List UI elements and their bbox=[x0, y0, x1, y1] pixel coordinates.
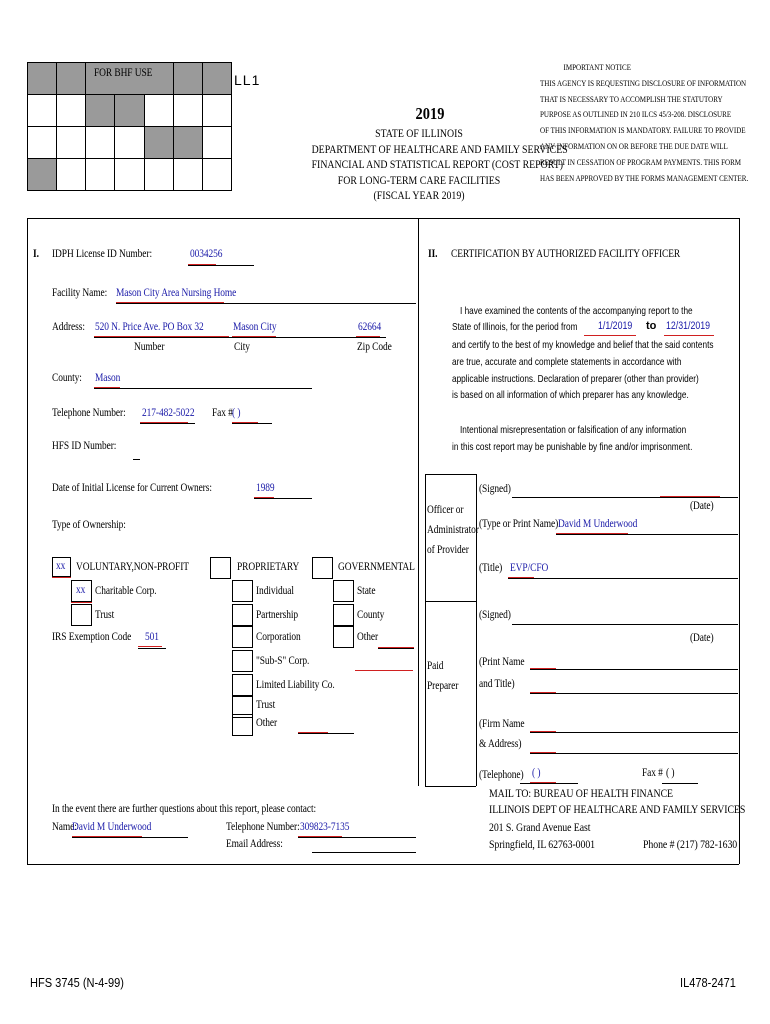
tel-value: ( ) bbox=[532, 767, 541, 779]
phone-value: 217-482-5022 bbox=[142, 407, 195, 419]
officer-box-left bbox=[425, 474, 426, 786]
partnership-checkbox[interactable] bbox=[232, 604, 253, 626]
mail-line-1: MAIL TO: BUREAU OF HEALTH FINANCE bbox=[489, 786, 674, 800]
important-notice bbox=[540, 60, 749, 186]
prop-item-sub-s: "Sub-S" Corp. bbox=[256, 655, 310, 667]
print-name-line-2 bbox=[530, 693, 738, 694]
cert-line-2: State of Illinois, for the period from bbox=[452, 322, 578, 333]
llc-checkbox[interactable] bbox=[232, 674, 253, 696]
facility-line bbox=[116, 303, 416, 304]
cert-line-3: and certify to the best of my knowledge and belief that the said contents bbox=[452, 340, 714, 351]
officer-line: Administrator bbox=[427, 524, 479, 536]
notice-line: ANY INFORMATION ON OR BEFORE THE DUE DATE WILL bbox=[540, 141, 728, 151]
notice-title: IMPORTANT NOTICE bbox=[563, 63, 631, 72]
fax-line bbox=[232, 423, 272, 424]
officer-line: Officer or bbox=[427, 504, 464, 516]
contact-phone-value: 309823-7135 bbox=[300, 821, 350, 833]
governmental-label: GOVERNMENTAL bbox=[338, 561, 415, 573]
cert-line-5: applicable instructions. Declaration of preparer (other than provider) bbox=[452, 374, 699, 385]
county-label: County: bbox=[52, 372, 82, 384]
cert-line-4: are true, accurate and complete statements in accordance with bbox=[452, 357, 682, 368]
period-from: 1/1/2019 bbox=[598, 320, 633, 332]
header-line: DEPARTMENT OF HEALTHCARE AND FAMILY SERVICES bbox=[311, 141, 568, 156]
preparer-label bbox=[427, 656, 458, 696]
form-bottom-border bbox=[27, 864, 739, 865]
report-header bbox=[311, 126, 568, 204]
mail-line-3: 201 S. Grand Avenue East bbox=[489, 820, 591, 834]
date-owner-line bbox=[254, 498, 312, 499]
state-checkbox[interactable] bbox=[333, 580, 354, 602]
phone-label: Telephone Number: bbox=[52, 407, 126, 419]
gov-other-line bbox=[378, 648, 414, 649]
prop-item-individual: Individual bbox=[256, 585, 294, 597]
signed-label: (Signed) bbox=[479, 483, 511, 495]
header-line: (FISCAL YEAR 2019) bbox=[373, 188, 465, 202]
form-right-border bbox=[739, 218, 740, 864]
proprietary-checkbox[interactable] bbox=[210, 557, 231, 579]
charitable-checkbox[interactable] bbox=[71, 580, 92, 602]
tel-label: (Telephone) bbox=[479, 769, 524, 781]
bhf-code: LL1 bbox=[234, 72, 261, 88]
title-line bbox=[508, 578, 738, 579]
officer-name: David M Underwood bbox=[558, 518, 638, 530]
mail-line-4: Springfield, IL 62763-0001 bbox=[489, 837, 596, 851]
form-top-border bbox=[27, 218, 739, 219]
firm-line-2 bbox=[530, 753, 738, 754]
date2-label: (Date) bbox=[690, 632, 714, 644]
ownership-label: Type of Ownership: bbox=[52, 519, 126, 531]
notice-line: THAT IS NECESSARY TO ACCOMPLISH THE STATUTORY bbox=[540, 94, 723, 104]
signed2-label: (Signed) bbox=[479, 609, 511, 621]
bhf-use-grid bbox=[27, 62, 232, 191]
signed2-line[interactable] bbox=[512, 624, 738, 625]
address-city: Mason City bbox=[233, 321, 277, 333]
charitable-mark: xx bbox=[76, 584, 86, 596]
prop-other-line bbox=[298, 733, 354, 734]
warn-line-2: in this cost report may be punishable by fine and/or imprisonment. bbox=[452, 442, 693, 453]
mail-line-2: ILLINOIS DEPT OF HEALTHCARE AND FAMILY SERVICES bbox=[489, 802, 746, 816]
hfs-line bbox=[133, 459, 140, 460]
address-zip: 62664 bbox=[358, 321, 382, 333]
notice-line: RESULT IN CESSATION OF PROGRAM PAYMENTS. THIS FORM bbox=[540, 157, 742, 167]
header-line: STATE OF ILLINOIS bbox=[375, 126, 463, 140]
type-name-line bbox=[556, 534, 738, 535]
charitable-label: Charitable Corp. bbox=[95, 585, 157, 597]
fax2-value: ( ) bbox=[666, 767, 675, 779]
officer-label bbox=[427, 500, 479, 560]
firm-line-1 bbox=[530, 732, 738, 733]
contact-phone-label: Telephone Number: bbox=[226, 821, 300, 833]
governmental-checkbox[interactable] bbox=[312, 557, 333, 579]
warn-line-1: Intentional misrepresentation or falsification of any information bbox=[460, 425, 687, 436]
address-street: 520 N. Price Ave. PO Box 32 bbox=[95, 321, 204, 333]
corporation-checkbox[interactable] bbox=[232, 626, 253, 648]
proprietary-label: PROPRIETARY bbox=[237, 561, 300, 573]
notice-line: THIS AGENCY IS REQUESTING DISCLOSURE OF INFORMATION bbox=[540, 78, 747, 88]
fax2-line bbox=[662, 783, 698, 784]
individual-checkbox[interactable] bbox=[232, 580, 253, 602]
email-line bbox=[312, 852, 416, 853]
fax2-label: Fax # bbox=[642, 767, 663, 779]
irs-value: 501 bbox=[145, 631, 159, 643]
license-label: IDPH License ID Number: bbox=[52, 248, 152, 260]
form-left-border bbox=[27, 218, 28, 864]
name-line bbox=[72, 837, 188, 838]
prop-item-trust: Trust bbox=[256, 699, 276, 711]
gov-item-other: Other bbox=[357, 631, 379, 643]
prop-item-corporation: Corporation bbox=[256, 631, 301, 643]
contact-phone-line bbox=[298, 837, 416, 838]
mail-phone: Phone # (217) 782-1630 bbox=[643, 837, 738, 851]
voluntary-mark: xx bbox=[56, 560, 66, 572]
county-line bbox=[94, 388, 312, 389]
period-to-label: to bbox=[646, 320, 657, 332]
trust-checkbox[interactable] bbox=[71, 604, 92, 626]
title-value: EVP/CFO bbox=[510, 562, 549, 574]
signed-line[interactable] bbox=[512, 497, 738, 498]
voluntary-checkbox[interactable] bbox=[52, 557, 71, 577]
firm-label-2: & Address) bbox=[479, 738, 522, 750]
voluntary-label: VOLUNTARY,NON-PROFIT bbox=[76, 561, 189, 573]
county-checkbox[interactable] bbox=[333, 604, 354, 626]
prop-item-llc: Limited Liability Co. bbox=[256, 679, 335, 691]
type-name-label: (Type or Print Name) bbox=[479, 518, 559, 530]
license-line bbox=[188, 265, 254, 266]
facility-label: Facility Name: bbox=[52, 287, 108, 299]
address-line bbox=[94, 337, 386, 338]
name-value: David M Underwood bbox=[72, 821, 152, 833]
section-2-title: CERTIFICATION BY AUTHORIZED FACILITY OFFICER bbox=[451, 248, 681, 260]
firm-label-1: (Firm Name bbox=[479, 718, 525, 730]
name-label: Name: bbox=[52, 821, 77, 833]
prop-item-partnership: Partnership bbox=[256, 609, 299, 621]
gov-other-checkbox[interactable] bbox=[333, 626, 354, 648]
prop-other-checkbox[interactable] bbox=[232, 714, 253, 736]
phone-line bbox=[140, 423, 195, 424]
report-year: 2019 bbox=[415, 104, 445, 123]
address-label: Address: bbox=[52, 321, 85, 333]
print-name-label-1: (Print Name bbox=[479, 656, 525, 668]
number-caption: Number bbox=[134, 341, 165, 353]
email-label: Email Address: bbox=[226, 838, 283, 850]
tel-line bbox=[520, 783, 578, 784]
gov-item-state: State bbox=[357, 585, 376, 597]
city-caption: City bbox=[234, 341, 250, 353]
print-name-line-1 bbox=[530, 669, 738, 670]
cert-line-1: I have examined the contents of the accompanying report to the bbox=[460, 306, 693, 317]
notice-line: OF THIS INFORMATION IS MANDATORY. FAILURE TO PROVIDE bbox=[540, 126, 746, 136]
section-1-numeral: I. bbox=[33, 248, 39, 260]
county-value: Mason bbox=[95, 372, 121, 384]
gov-item-county: County bbox=[357, 609, 385, 621]
trust-label: Trust bbox=[95, 609, 115, 621]
irs-line bbox=[138, 648, 166, 649]
prop-item-other: Other bbox=[256, 717, 278, 729]
facility-value: Mason City Area Nursing Home bbox=[116, 287, 237, 299]
date-owner-value: 1989 bbox=[256, 482, 275, 494]
header-line: FINANCIAL AND STATISTICAL REPORT (COST REPORT) bbox=[311, 157, 564, 171]
cert-line-6: is based on all information of which preparer has any knowledge. bbox=[452, 390, 689, 401]
title-label: (Title) bbox=[479, 562, 503, 574]
irs-label: IRS Exemption Code bbox=[52, 631, 132, 643]
print-name-label-2: and Title) bbox=[479, 678, 515, 690]
footer-code: IL478-2471 bbox=[680, 975, 736, 990]
officer-line: of Provider bbox=[427, 544, 469, 556]
bhf-use-label: FOR BHF USE bbox=[94, 67, 153, 79]
zip-caption: Zip Code bbox=[357, 341, 392, 353]
sub-s-checkbox[interactable] bbox=[232, 650, 253, 672]
period-to: 12/31/2019 bbox=[666, 320, 711, 332]
date-label: (Date) bbox=[690, 500, 714, 512]
fax-value: ( ) bbox=[232, 407, 241, 419]
hfs-label: HFS ID Number: bbox=[52, 440, 117, 452]
preparer-line: Paid bbox=[427, 660, 444, 672]
fax-label: Fax # bbox=[212, 407, 233, 419]
form-id: HFS 3745 (N-4-99) bbox=[30, 975, 124, 990]
date-owner-label: Date of Initial License for Current Owners: bbox=[52, 482, 212, 494]
section-2-numeral: II. bbox=[428, 248, 438, 260]
contact-text: In the event there are further questions about this report, please contact: bbox=[52, 803, 317, 815]
notice-line: HAS BEEN APPROVED BY THE FORMS MANAGEMENT CENTER. bbox=[540, 173, 749, 183]
header-line: FOR LONG-TERM CARE FACILITIES bbox=[337, 172, 501, 187]
license-value: 0034256 bbox=[190, 248, 223, 260]
preparer-line: Preparer bbox=[427, 680, 459, 692]
section-divider bbox=[418, 218, 419, 786]
notice-line: PURPOSE AS OUTLINED IN 210 ILCS 45/3-208. DISCLOSURE bbox=[540, 110, 732, 120]
